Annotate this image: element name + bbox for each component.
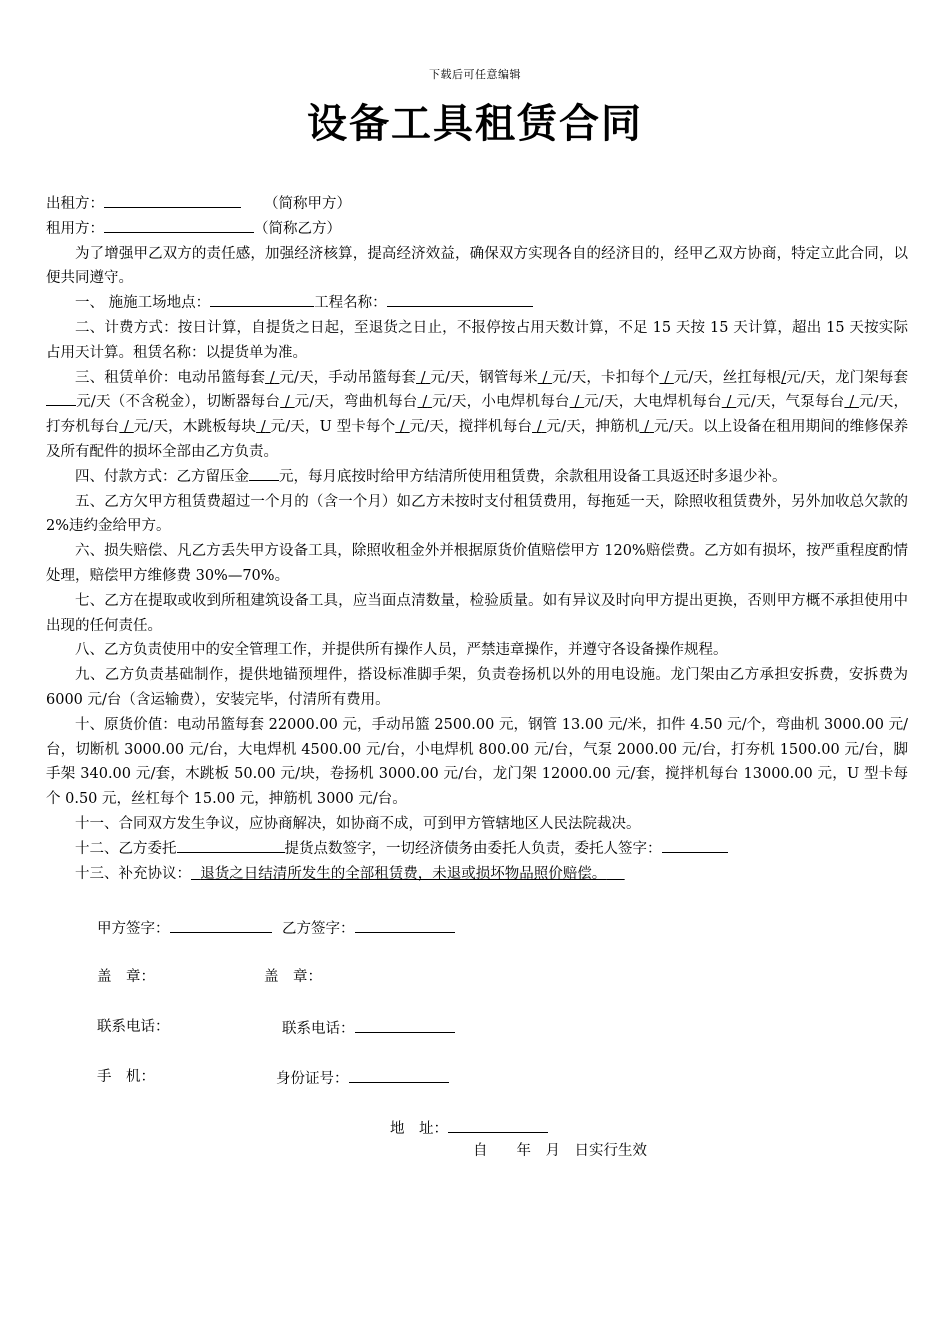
intro-paragraph: 为了增强甲乙双方的责任感，加强经济核算，提高经济效益，确保双方实现各自的经济目的，经甲乙双方协商，特定立此合同，以便共同遵守。 [46,245,908,287]
price-slash: / [536,419,542,436]
lessee-line [46,217,908,242]
clause-3-text: 元/天，钢管每米 [430,369,538,386]
project-blank[interactable] [387,291,533,307]
party-b-sign: 乙方签字： [282,917,455,939]
clause-3-text: 元/天，卡扣每个 [552,369,660,386]
clause-12 [46,837,908,862]
address-blank[interactable] [448,1117,548,1133]
site-blank[interactable] [210,291,314,307]
price-slash: / [644,419,650,436]
clause-11: 十一、合同双方发生争议，应协商解决，如协商不成，可到甲方管辖地区人民法院裁决。 [75,815,641,832]
clause-1 [46,291,908,316]
address: 地 址： [390,1117,548,1139]
clause-2: 二、计费方式：按日计算，自提货之日起，至退货之日止，不报停按占用天数计算，不足 15 天按 15 天计算，超出 15 天按实际占用天计算。租赁名称：以提货单为准。 [46,319,908,361]
lessor-label: 出租方： [46,196,104,212]
clause-3-text: 元/天，搅拌机每台 [409,419,533,436]
phone-b: 联系电话： [282,1017,455,1039]
price-slash: / [542,369,548,386]
price-slash: / [420,369,426,386]
clause-13-supplement: 退货之日结清所发生的全部租赁费，未退或损坏物品照价赔偿。 [200,865,607,882]
clause-3-text: 元/天，U 型卡每个 [270,419,396,436]
id-number-blank[interactable] [349,1067,449,1083]
price-slash: / [574,394,580,411]
delegate-blank[interactable] [177,837,285,853]
clause-3-text: 元/天，龙门架每套 [786,369,909,386]
clause-3 [46,366,908,465]
clause-4-text: 元，每月底按时给甲方结清所使用租赁费，余款租用设备工具返还时多退少补。 [279,468,787,485]
lessor-blank[interactable] [104,192,241,208]
price-slash: / [849,394,855,411]
delegate-signature-blank[interactable] [662,837,728,853]
lessee-suffix: （简称乙方） [254,220,341,237]
seal-b: 盖 章： [264,969,322,985]
clause-3-text: 元/天，大电焊机每台 [584,394,722,411]
clause-6: 六、损失赔偿、凡乙方丢失甲方设备工具，除照收租金外并根据原货价值赔偿甲方 120%赔偿费。乙方如有损坏，按严重程度酌情处理，赔偿甲方维修费 30%—70%。 [46,543,908,584]
price-slash: / [269,369,275,386]
clause-3-text: 元/天，打夯机每台 [46,394,909,436]
deposit-blank[interactable] [249,465,279,481]
clause-4-text: 四、付款方式：乙方留压金 [75,468,249,485]
clause-13-label: 十三、补充协议： [75,865,191,882]
clause-1-project-label: 工程名称： [314,295,387,312]
price-slash: / [260,419,266,436]
clause-13 [46,862,908,887]
clause-9: 九、乙方负责基础制作，提供地锚预埋件，搭设标准脚手架，负责卷扬机以外的用电设施。龙门架由乙方承担安拆费，安拆费为 6000 元/台（含运输费），安装完毕，付清所有费用。 [46,667,908,708]
clause-3-text: 元/天，弯曲机每台 [294,394,418,411]
price-blank[interactable] [46,390,76,406]
lessee-blank[interactable] [104,217,254,233]
clause-5: 五、乙方欠甲方租赁费超过一个月的（含一个月）如乙方未按时支付租赁费用，每拖延一天，除照收租赁费外，另外加收总欠款的 2%违约金给甲方。 [46,493,908,535]
clause-3-text: 元/天，丝扛每根 [673,369,782,386]
clause-3-text: 元/天（不含税金），切断器每台 [76,394,281,411]
clause-3-text: 三、租赁单价：电动吊篮每套 [75,369,266,386]
clause-3-text: 元/天，木跳板每块 [133,419,257,436]
price-slash: / [781,369,787,386]
clause-3-text: 元/天，小电焊机每台 [432,394,570,411]
clause-4 [46,465,908,490]
clause-3-text: 元/天，抻筋机 [546,419,640,436]
clause-1-site-label: 一、 施施工场地点： [75,295,211,312]
id-number: 身份证号： [276,1067,449,1089]
clause-12-text: 十二、乙方委托 [75,840,177,857]
contract-body [46,192,908,886]
price-slash: / [726,394,732,411]
price-slash: / [400,419,405,436]
clause-10: 十、原货价值：电动吊篮每套 22000.00 元，手动吊篮 2500.00 元，钢管 13.00 元/米，扣件 4.50 元/个，弯曲机 3000.00 元/台，切断机 3000.00 元/台，大电焊机 4500.00 元/台，小电焊机 800.00 元/台，气泵 2000.00 元/台，打夯机 1500.00 元/台，脚手架 340.00 元/套，木跳板 50.00 元/块，卷扬机 3000.00 元/台，龙门架 12000.00 元/套，搅拌机每台 13000.00 元，U 型卡每个 0.50 元，丝杠每个 15.00 元，抻筋机 3000 元/台。 [46,716,908,808]
clause-3-text: 元/天，气泵每台 [736,394,845,411]
party-a-sign-blank[interactable] [170,917,272,933]
clause-3-text: 元/天。以上设备在租用期间的维修保养及所有配件的损坏全部由乙方负责。 [46,419,909,460]
header-note: 下载后可任意编辑 [429,68,521,81]
lessor-suffix: （简称甲方） [264,196,352,212]
price-slash: / [284,394,290,411]
phone-a: 联系电话： [97,1019,170,1035]
price-slash: / [422,394,428,411]
seal-a: 盖 章： [97,969,155,985]
party-b-sign-blank[interactable] [355,917,455,933]
price-slash: / [664,369,670,386]
lessor-line [46,192,908,217]
clause-3-text: 元/天，手动吊篮每套 [279,369,417,386]
document-title: 设备工具租赁合同 [307,100,643,147]
clause-8: 八、乙方负责使用中的安全管理工作，并提供所有操作人员，严禁违章操作，并遵守各设备操作规程。 [75,642,728,659]
party-a-sign: 甲方签字： [97,917,272,939]
mobile-label: 手 机： [97,1069,155,1085]
clause-12-text: 提货点数签字，一切经济债务由委托人负责，委托人签字： [284,840,662,857]
lessee-label: 租用方： [46,220,104,237]
clause-7: 七、乙方在提取或收到所租建筑设备工具，应当面点清数量，检验质量。如有异议及时向甲方提出更换，否则甲方概不承担使用中出现的任何责任。 [46,592,908,634]
effective-date: 自 年 月 日实行生效 [473,1143,647,1159]
phone-b-blank[interactable] [355,1017,455,1033]
price-slash: / [124,419,129,436]
